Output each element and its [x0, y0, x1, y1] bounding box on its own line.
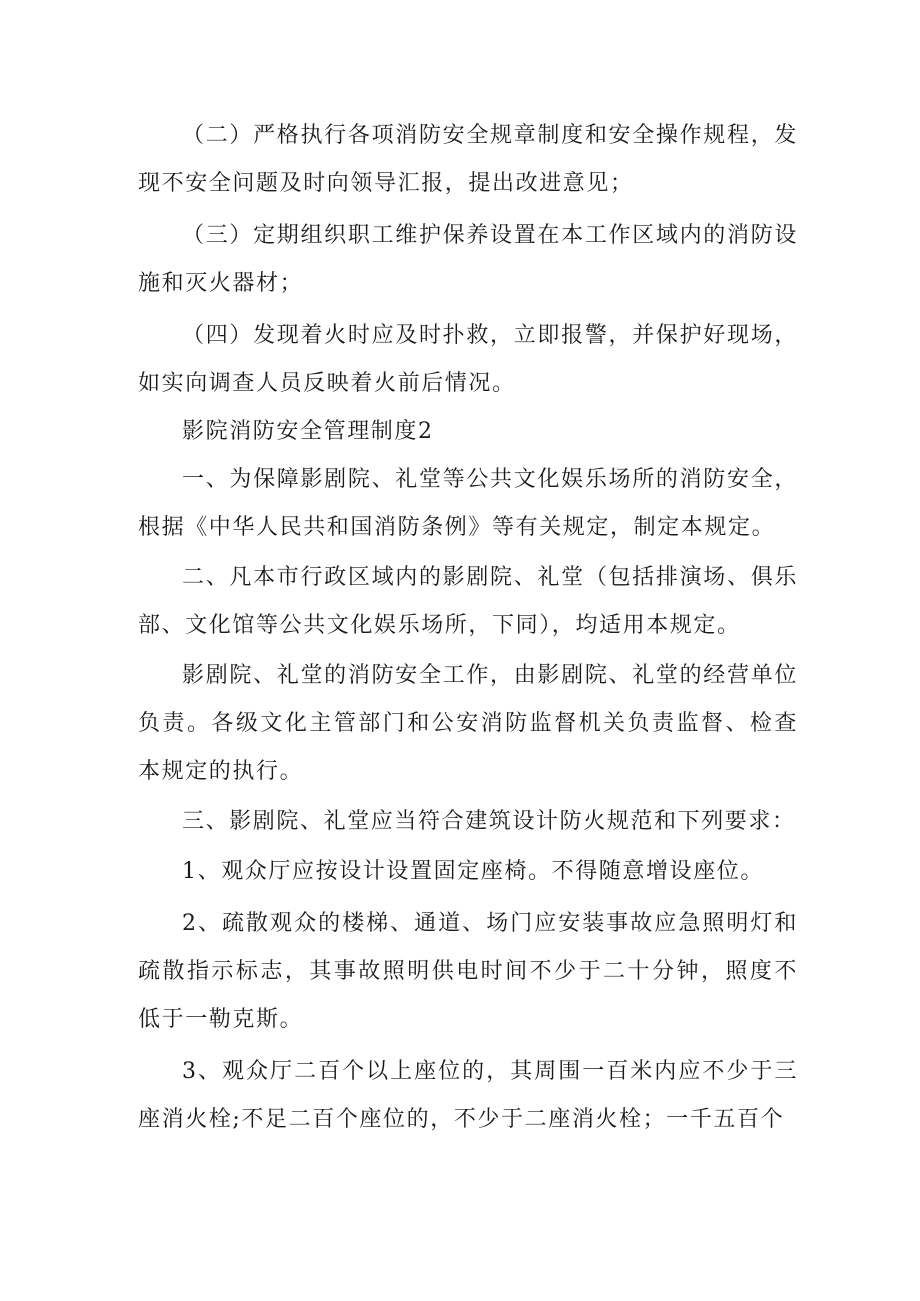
paragraph-article-1: 一、为保障影剧院、礼堂等公共文化娱乐场所的消防安全，根据《中华人民共和国消防条例》等有关规定，制定本规定。 — [138, 467, 798, 540]
paragraph-article-3: 三、影剧院、礼堂应当符合建筑设计防火规范和下列要求： — [182, 809, 796, 834]
paragraph-item-3: （三）定期组织职工维护保养设置在本工作区域内的消防设施和灭火器材； — [138, 223, 798, 296]
paragraph-requirement-2: 2、疏散观众的楼梯、通道、场门应安装事故应急照明灯和疏散指示标志，其事故照明供电时间不少于二十分钟，照度不低于一勒克斯。 — [138, 911, 798, 1032]
paragraph-responsibility: 影剧院、礼堂的消防安全工作，由影剧院、礼堂的经营单位负责。各级文化主管部门和公安消防监督机关负责监督、检查本规定的执行。 — [138, 663, 798, 784]
document-body — [138, 112, 798, 1144]
paragraph-item-2: （二）严格执行各项消防安全规章制度和安全操作规程，发现不安全问题及时向领导汇报，提出改进意见； — [138, 123, 798, 196]
paragraph-article-2: 二、凡本市行政区域内的影剧院、礼堂（包括排演场、俱乐部、文化馆等公共文化娱乐场所，下同），均适用本规定。 — [138, 565, 798, 638]
paragraph-requirement-1: 1、观众厅应按设计设置固定座椅。不得随意增设座位。 — [182, 859, 764, 884]
paragraph-requirement-3: 3、观众厅二百个以上座位的，其周围一百米内应不少于三座消火栓;不足二百个座位的，不少于二座消火栓；一千五百个 — [138, 1059, 798, 1132]
section-heading: 影院消防安全管理制度2 — [182, 419, 434, 444]
paragraph-item-4: （四）发现着火时应及时扑救，立即报警，并保护好现场，如实向调查人员反映着火前后情况。 — [138, 323, 798, 396]
